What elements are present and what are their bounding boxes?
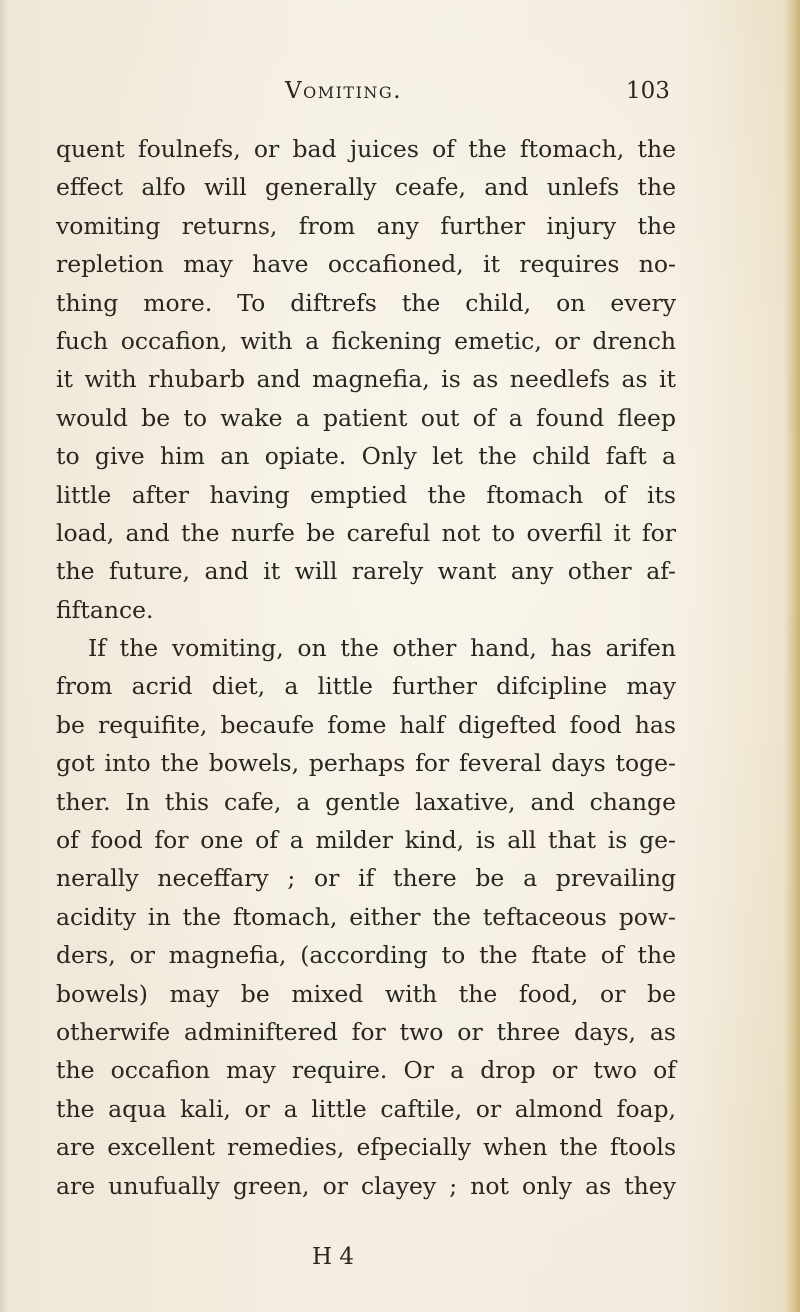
text-line: ther. In this cafe, a gentle laxative, and change <box>56 787 676 816</box>
body-text <box>56 130 676 1205</box>
text-line: be requifite, becaufe fome half digefted food has <box>56 710 676 739</box>
text-line: effect alfo will generally ceafe, and unlefs the <box>56 173 676 202</box>
page-gutter-shadow <box>0 0 8 1312</box>
text-line: would be to wake a patient out of a found fleep <box>56 403 676 432</box>
text-line: ders, or magnefia, (according to the ftate of the <box>56 941 676 970</box>
text-line: are unufually green, or clayey ; not only as they <box>56 1171 676 1200</box>
paragraph-start-line: If the vomiting, on the other hand, has arifen <box>88 634 676 663</box>
text-line: thing more. To diftrefs the child, on every <box>56 288 676 317</box>
text-line: from acrid diet, a little further difcipline may <box>56 672 676 701</box>
text-line: quent foulnefs, or bad juices of the ftomach, the <box>56 135 676 163</box>
text-line: load, and the nurfe be careful not to overfil it for <box>56 518 676 547</box>
text-line: vomiting returns, from any further injury the <box>56 211 676 240</box>
text-line: of food for one of a milder kind, is all that is ge- <box>56 826 676 855</box>
paragraph-end-line: fiftance. <box>56 595 154 624</box>
signature-mark: H 4 <box>312 1244 355 1270</box>
text-line: nerally neceffary ; or if there be a prevailing <box>56 864 676 893</box>
text-line: the occafion may require. Or a drop or two of <box>56 1056 676 1085</box>
text-line: it with rhubarb and magnefia, is as needlefs as it <box>56 365 676 394</box>
text-line: to give him an opiate. Only let the child faft a <box>56 442 676 471</box>
text-line: got into the bowels, perhaps for feveral days toge- <box>56 749 676 778</box>
text-line: are excellent remedies, efpecially when the ftools <box>56 1133 676 1162</box>
text-line: repletion may have occafioned, it requires no- <box>56 250 676 279</box>
text-line: acidity in the ftomach, either the teftaceous pow- <box>56 902 676 931</box>
page-number: 103 <box>626 78 670 104</box>
text-line: fuch occafion, with a fickening emetic, or drench <box>56 326 676 355</box>
text-line: little after having emptied the ftomach of its <box>56 480 676 509</box>
text-line: the aqua kali, or a little caftile, or almond foap, <box>56 1094 676 1123</box>
text-line: the future, and it will rarely want any other af- <box>56 557 676 586</box>
page-edge-discoloration <box>784 0 800 1312</box>
running-head <box>0 78 800 114</box>
text-line: otherwife adminiftered for two or three days, as <box>56 1017 676 1046</box>
text-line: bowels) may be mixed with the food, or be <box>56 979 676 1008</box>
running-title: Vomiting. <box>285 78 403 104</box>
